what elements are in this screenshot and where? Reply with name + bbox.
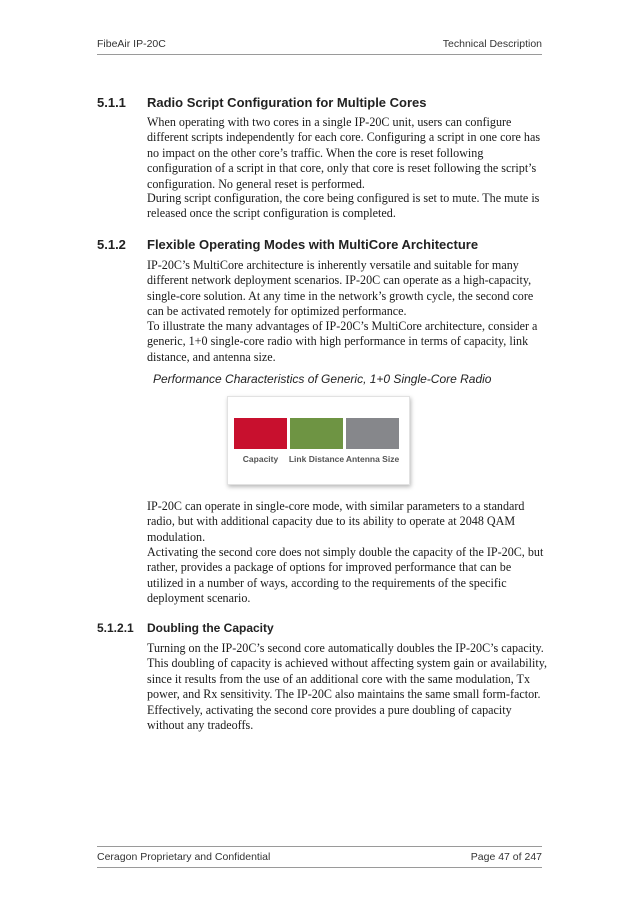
section-heading-5-1-2-1 (97, 621, 274, 635)
section-heading-5-1-1 (97, 95, 427, 110)
page-footer (97, 846, 542, 868)
footer-confidentiality: Ceragon Proprietary and Confidential (97, 851, 271, 863)
section-number: 5.1.2 (97, 237, 126, 252)
figure-caption: Performance Characteristics of Generic, 1+0 Single-Core Radio (153, 372, 492, 386)
antenna-size-label: Antenna Size (345, 454, 400, 464)
page-header (97, 38, 542, 55)
capacity-label: Capacity (242, 454, 279, 464)
paragraph: When operating with two cores in a single IP-20C unit, users can configure different scripts independently for each core. Configuring a script in one core has no impact on the other core’s traffic. When the core is reset following configuration of a script in that core, only that core is reset following the script’s configuration. No general reset is performed. (147, 115, 541, 191)
paragraph: IP-20C can operate in single-core mode, with similar parameters to a standard radio, but with additional capacity due to its ability to operate at 2048 QAM modulation. (147, 499, 525, 544)
header-product: FibeAir IP-20C (97, 38, 166, 50)
link-distance-label: Link Distance (288, 454, 345, 464)
section-heading-5-1-2 (97, 237, 478, 252)
header-doc-title: Technical Description (442, 38, 542, 50)
paragraph: IP-20C’s MultiCore architecture is inherently versatile and suitable for many different network deployment scenarios. IP-20C can operate as a high-capacity, single-core solution. At any time in the network’s growth cycle, the second core can be activated remotely for optimized performance. (147, 258, 534, 319)
paragraph: During script configuration, the core being configured is set to mute. The mute is released once the script configuration is completed. (147, 191, 540, 221)
section-number: 5.1.1 (97, 95, 126, 110)
section-title: Flexible Operating Modes with MultiCore Architecture (147, 237, 479, 252)
antenna-size-bar (346, 418, 399, 449)
section-number: 5.1.2.1 (97, 621, 134, 635)
section-title: Doubling the Capacity (147, 621, 274, 635)
paragraph: To illustrate the many advantages of IP-20C’s MultiCore architecture, consider a generic, 1+0 single-core radio with high performance in terms of capacity, link distance, and antenna size. (147, 319, 538, 364)
page-number: Page 47 of 247 (470, 851, 542, 863)
section-title: Radio Script Configuration for Multiple Cores (147, 95, 427, 110)
performance-figure (227, 396, 410, 485)
capacity-bar (234, 418, 287, 449)
link-distance-bar (290, 418, 343, 449)
paragraph: Activating the second core does not simply double the capacity of the IP-20C, but rather, provides a package of options for improved performance that can be utilized in a number of ways, according to the requirements of the specific deployment scenario. (147, 545, 544, 606)
paragraph: Turning on the IP-20C’s second core automatically doubles the IP-20C’s capacity. This doubling of capacity is achieved without affecting system gain or availability, since it results from the use of an additional core with the same modulation, Tx power, and Rx sensitivity. The IP-20C also maintains the same small form-factor. Effectively, activating the second core provides a pure doubling of capacity without any tradeoffs. (147, 641, 547, 733)
